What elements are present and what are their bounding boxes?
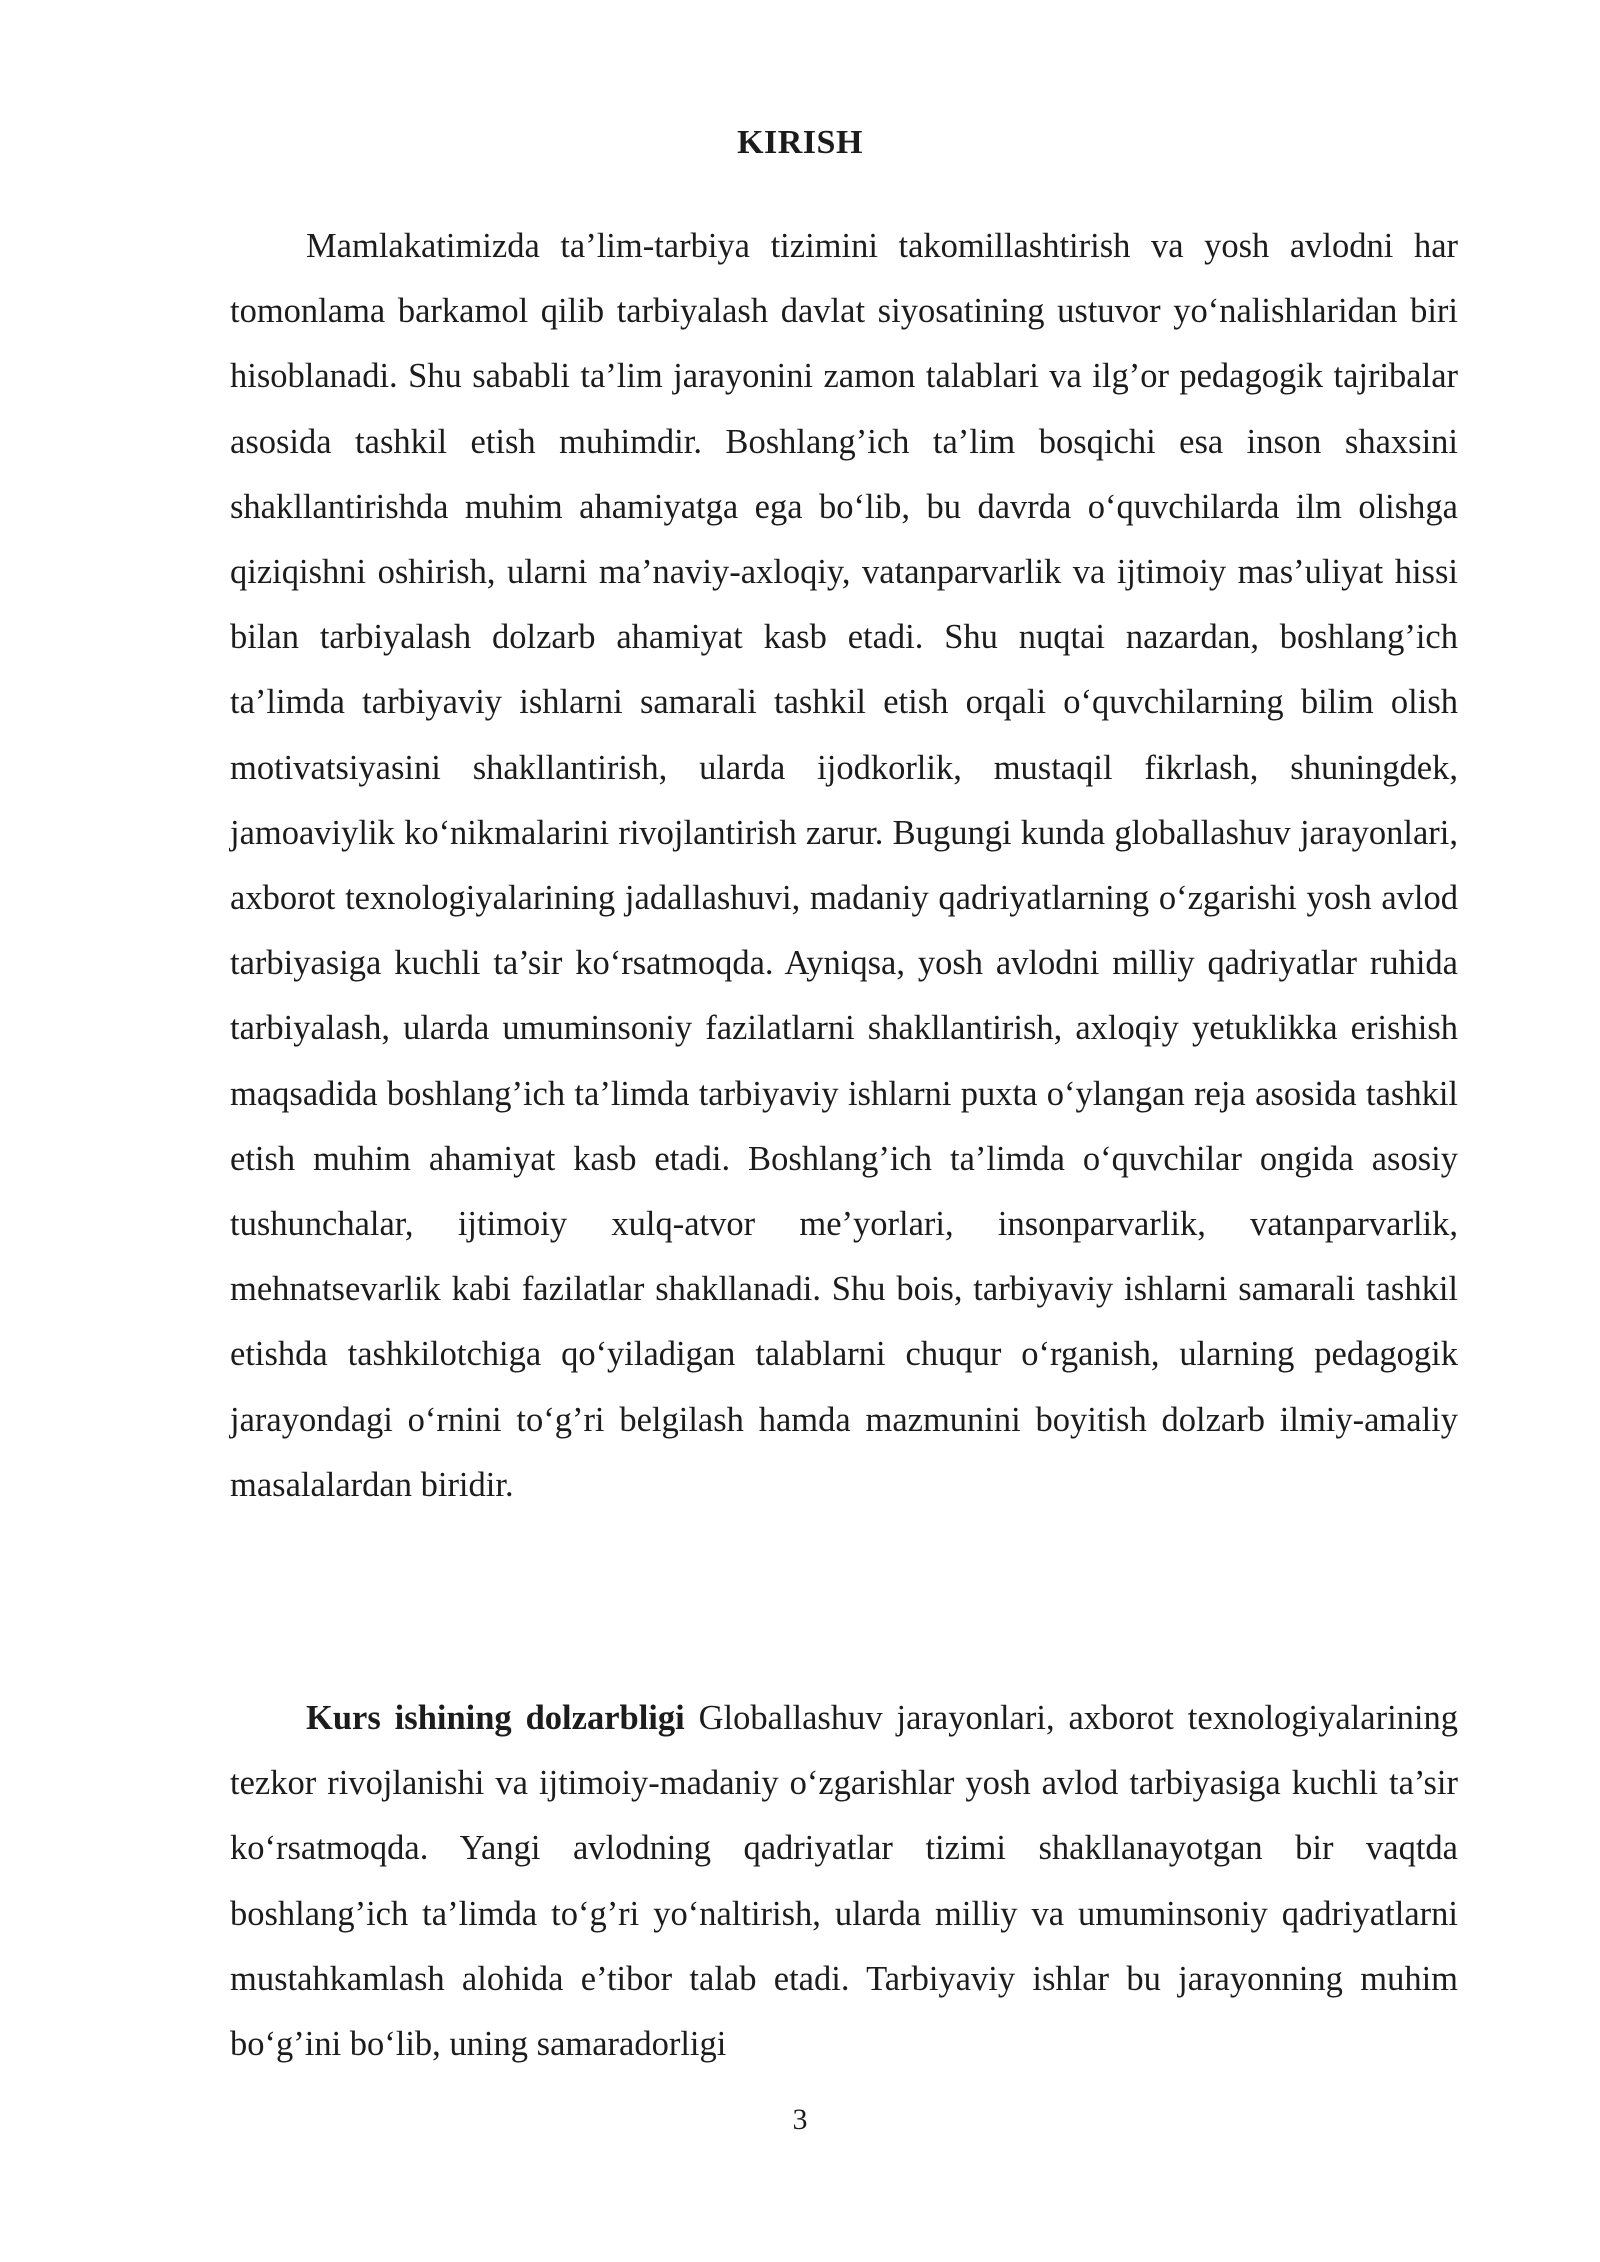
relevance-paragraph [230, 1686, 1458, 2077]
section-heading: KIRISH [737, 124, 863, 161]
relevance-lead-bold: Kurs ishining dolzarbligi [306, 1699, 685, 1737]
page-number: 3 [792, 2103, 808, 2136]
relevance-text: Globallashuv jarayonlari, axborot texnologiyalarining tezkor rivojlanishi va ijtimoiy-madaniy o‘zgarishlar yosh avlod tarbiyasiga kuchli ta’sir ko‘rsatmoqda. Yangi avlodning qadriyatlar tizimi shakllanayotgan bir vaqtda boshlang’ich ta’limda to‘g’ri yo‘naltirish, ularda milliy va umuminsoniy qadriyatlarni mustahkamlash alohida e’tibor talab etadi. Tarbiyaviy ishlar bu jarayonning muhim bo‘g’ini bo‘lib, uning samaradorligi [230, 1699, 1458, 2064]
intro-paragraph: Mamlakatimizda ta’lim-tarbiya tizimini takomillashtirish va yosh avlodni har tomonlama barkamol qilib tarbiyalash davlat siyosatining ustuvor yo‘nalishlaridan biri hisoblanadi. Shu sababli ta’lim jarayonini zamon talablari va ilg’or pedagogik tajribalar asosida tashkil etish muhimdir. Boshlang’ich ta’lim bosqichi esa inson shaxsini shakllantirishda muhim ahamiyatga ega bo‘lib, bu davrda o‘quvchilarda ilm olishga qiziqishni oshirish, ularni ma’naviy-axloqiy, vatanparvarlik va ijtimoiy mas’uliyat hissi bilan tarbiyalash dolzarb ahamiyat kasb etadi. Shu nuqtai nazardan, boshlang’ich ta’limda tarbiyaviy ishlarni samarali tashkil etish orqali o‘quvchilarning bilim olish motivatsiyasini shakllantirish, ularda ijodkorlik, mustaqil fikrlash, shuningdek, jamoaviylik ko‘nikmalarini rivojlantirish zarur. Bugungi kunda globallashuv jarayonlari, axborot texnologiyalarining jadallashuvi, madaniy qadriyatlarning o‘zgarishi yosh avlod tarbiyasiga kuchli ta’sir ko‘rsatmoqda. Ayniqsa, yosh avlodni milliy qadriyatlar ruhida tarbiyalash, ularda umuminsoniy fazilatlarni shakllantirish, axloqiy yetuklikka erishish maqsadida boshlang’ich ta’limda tarbiyaviy ishlarni puxta o‘ylangan reja asosida tashkil etish muhim ahamiyat kasb etadi. Boshlang’ich ta’limda o‘quvchilar ongida asosiy tushunchalar, ijtimoiy xulq-atvor me’yorlari, insonparvarlik, vatanparvarlik, mehnatsevarlik kabi fazilatlar shakllanadi. Shu bois, tarbiyaviy ishlarni samarali tashkil etishda tashkilotchiga qo‘yiladigan talablarni chuqur o‘rganish, ularning pedagogik jarayondagi o‘rnini to‘g’ri belgilash hamda mazmunini boyitish dolzarb ilmiy-amaliy masalalardan biridir. [230, 227, 1458, 1504]
